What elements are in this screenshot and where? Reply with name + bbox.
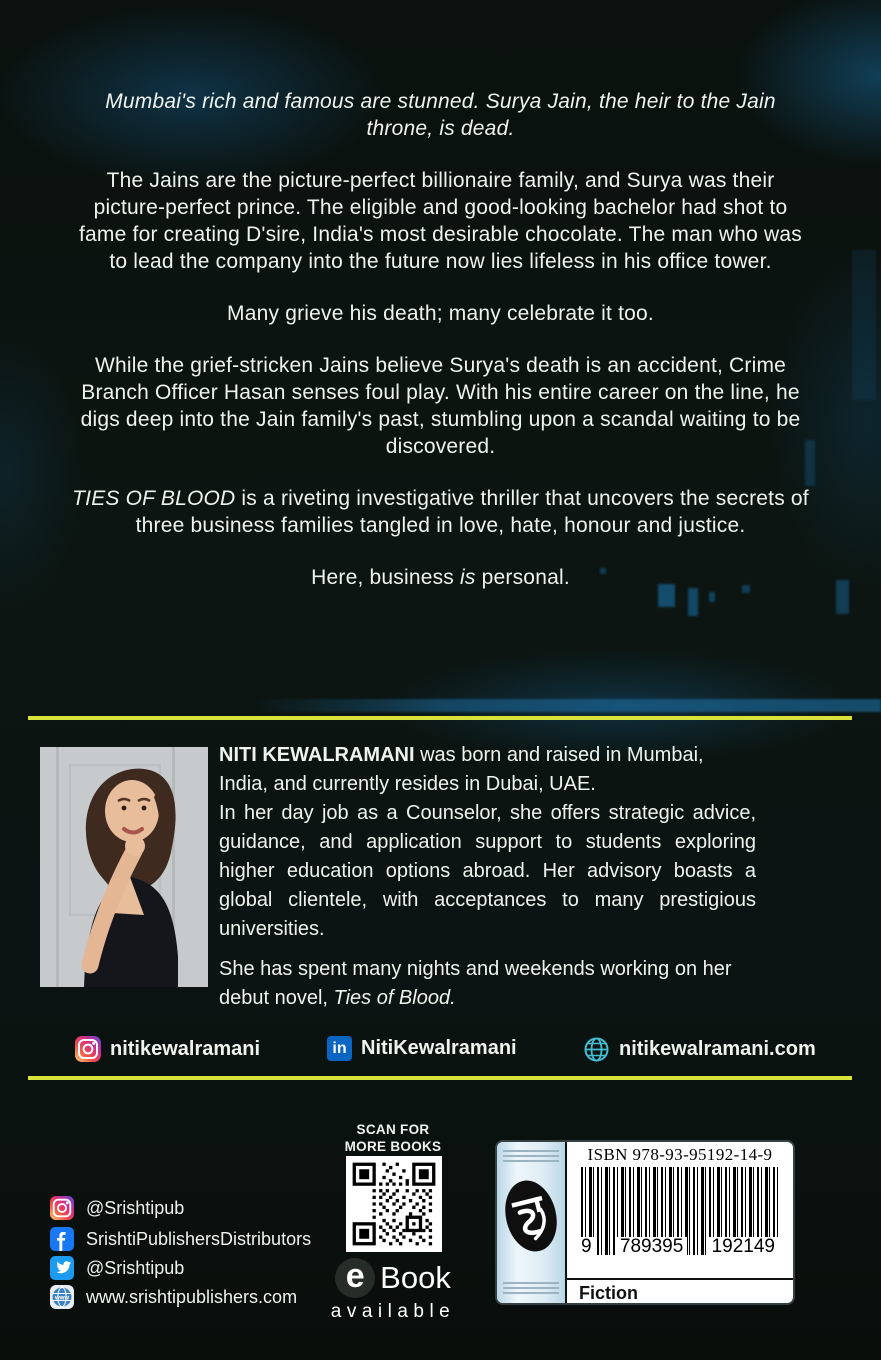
synopsis-paragraph: The Jains are the picture-perfect billionaire family, and Surya was their picture-perfect prince. The eligible and good-looking bachelor had shot to fame for creating D'sire, India's most desirable chocolate. The man who was to lead the company into the future now lies lifeless in his office tower.	[79, 169, 802, 273]
isbn-text: ISBN 978-93-95192-14-9	[587, 1145, 773, 1164]
category-label: Fiction	[579, 1283, 638, 1303]
ebook-book-label: Book	[380, 1260, 451, 1295]
qr-code	[346, 1156, 442, 1252]
www-globe-icon	[50, 1285, 74, 1309]
srishti-publisher-logo	[497, 1173, 566, 1259]
book-title: TIES OF BLOOD	[72, 487, 236, 510]
synopsis-paragraph: TIES OF BLOOD is a riveting investigative thriller that uncovers the secrets of three business families tangled in love, hate, honour and justice.	[72, 487, 809, 537]
instagram-icon	[75, 1036, 101, 1062]
author-website	[583, 1036, 816, 1063]
synopsis-paragraph: While the grief-stricken Jains believe Surya's death is an accident, Crime Branch Officer Hasan senses foul play. With his entire career on the line, he digs deep into the Jain family's past, stumbling upon a scandal waiting to be discovered.	[80, 354, 801, 458]
synopsis	[70, 88, 811, 616]
publisher-twitter-handle: @Srishtipub	[86, 1257, 185, 1278]
publisher-website-url: www.srishtipublishers.com	[86, 1286, 298, 1307]
panel-divider	[567, 1278, 793, 1280]
bio-paragraph: She has spent many nights and weekends working on her debut novel, Ties of Blood.	[219, 958, 732, 1009]
city-light	[836, 580, 849, 614]
barcode-digits: 9 789395 192149	[577, 1237, 779, 1256]
skyline-glow	[250, 699, 881, 712]
author-instagram-handle: nitikewalramani	[110, 1037, 261, 1060]
globe-icon	[583, 1036, 610, 1063]
twitter-icon	[50, 1256, 74, 1280]
author-linkedin	[327, 1036, 517, 1061]
synopsis-paragraph: Many grieve his death; many celebrate it too.	[227, 302, 654, 325]
publisher-facebook	[50, 1227, 311, 1251]
divider-top-rule	[28, 716, 852, 720]
divider-bottom-rule	[28, 1076, 852, 1080]
author-photo	[40, 747, 208, 987]
ebook-available-label: available	[330, 1301, 456, 1322]
bio-paragraph: In her day job as a Counselor, she offers strategic advice, guidance, and application support to students exploring higher education options abroad. Her advisory boasts a global clientele, with acceptances to many prestigious universities.	[219, 802, 756, 940]
publisher-instagram-handle: @Srishtipub	[86, 1197, 185, 1218]
publisher-twitter	[50, 1256, 184, 1280]
publisher-facebook-handle: SrishtiPublishersDistributors	[86, 1228, 312, 1249]
publisher-instagram	[50, 1196, 184, 1220]
author-name: NITI KEWALRAMANI	[219, 744, 415, 766]
synopsis-hook: Mumbai's rich and famous are stunned. Surya Jain, the heir to the Jain throne, is dead.	[105, 90, 776, 140]
city-light	[852, 250, 876, 400]
publisher-website	[50, 1285, 297, 1309]
author-website-url: nitikewalramani.com	[619, 1038, 816, 1060]
instagram-icon	[50, 1196, 74, 1220]
svg-text:www: www	[54, 1295, 70, 1302]
bio-paragraph: NITI KEWALRAMANI was born and raised in Mumbai, India, and currently resides in Dubai, UAE.	[219, 744, 704, 795]
facebook-icon	[50, 1227, 74, 1251]
author-linkedin-handle: NitiKewalramani	[361, 1037, 517, 1059]
book-title: Ties of Blood.	[333, 987, 456, 1009]
ebook-e: e	[335, 1258, 375, 1298]
tagline: Here, business is personal.	[311, 566, 570, 589]
barcode-panel	[497, 1142, 793, 1303]
publisher-spine	[497, 1142, 565, 1303]
author-bio	[219, 741, 756, 1013]
author-instagram	[75, 1036, 260, 1062]
linkedin-icon: in	[327, 1036, 352, 1061]
scan-label: SCAN FOR MORE BOOKS	[344, 1122, 442, 1154]
ebook-badge	[318, 1258, 468, 1323]
